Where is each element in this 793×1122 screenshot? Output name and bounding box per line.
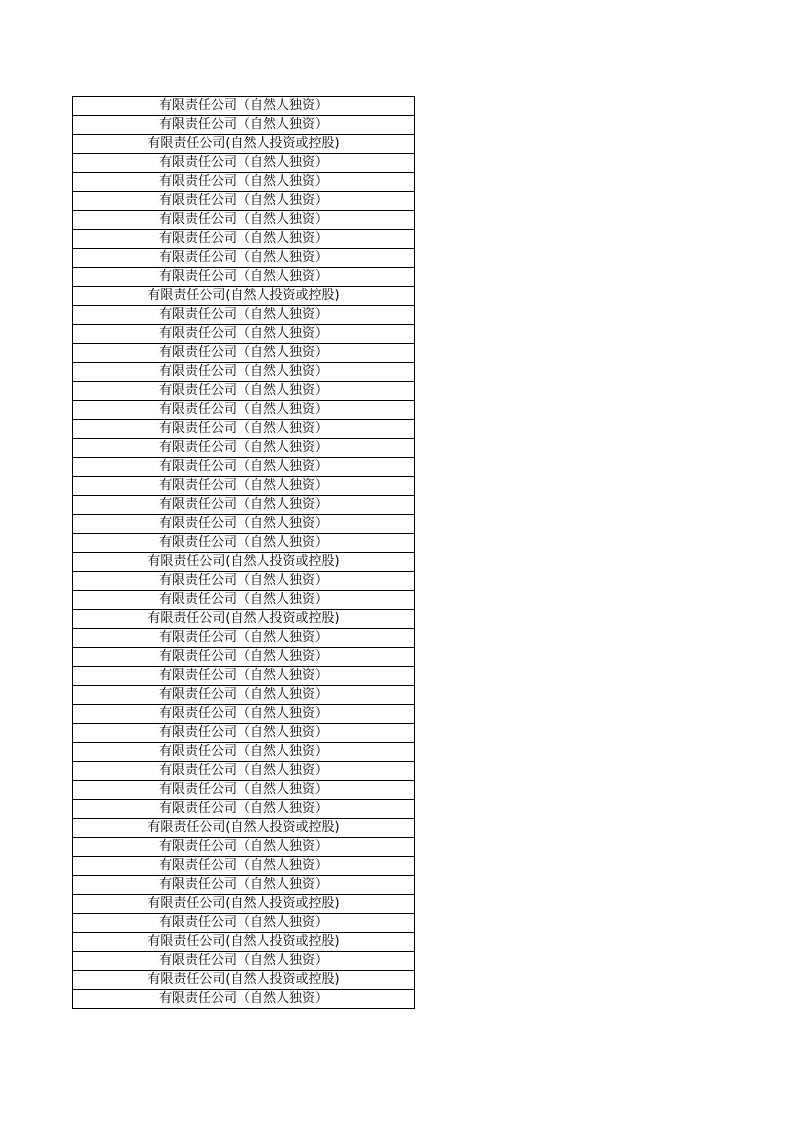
table-row [73, 477, 415, 496]
table-row [73, 515, 415, 534]
company-type-cell[interactable]: 有限责任公司（自然人独资） [73, 477, 415, 496]
company-type-cell[interactable]: 有限责任公司（自然人独资） [73, 154, 415, 173]
company-type-table [72, 96, 415, 1009]
company-type-cell[interactable]: 有限责任公司（自然人独资） [73, 857, 415, 876]
company-type-cell[interactable]: 有限责任公司（自然人独资） [73, 496, 415, 515]
table-row [73, 819, 415, 838]
company-type-cell[interactable]: 有限责任公司（自然人独资） [73, 173, 415, 192]
company-type-cell[interactable]: 有限责任公司（自然人独资） [73, 762, 415, 781]
company-type-cell[interactable]: 有限责任公司（自然人独资） [73, 876, 415, 895]
table-row [73, 325, 415, 344]
company-type-cell[interactable]: 有限责任公司(自然人投资或控股) [73, 610, 415, 629]
table-row [73, 838, 415, 857]
company-type-cell[interactable]: 有限责任公司（自然人独资） [73, 382, 415, 401]
table-row [73, 458, 415, 477]
company-type-cell[interactable]: 有限责任公司(自然人投资或控股) [73, 895, 415, 914]
company-type-cell[interactable]: 有限责任公司(自然人投资或控股) [73, 135, 415, 154]
company-type-cell[interactable]: 有限责任公司（自然人独资） [73, 591, 415, 610]
table-row [73, 781, 415, 800]
company-type-cell[interactable]: 有限责任公司（自然人独资） [73, 306, 415, 325]
table-row [73, 97, 415, 116]
company-type-cell[interactable]: 有限责任公司（自然人独资） [73, 458, 415, 477]
company-type-cell[interactable]: 有限责任公司（自然人独资） [73, 515, 415, 534]
table-row [73, 287, 415, 306]
company-type-cell[interactable]: 有限责任公司（自然人独资） [73, 534, 415, 553]
company-type-cell[interactable]: 有限责任公司（自然人独资） [73, 97, 415, 116]
table-row [73, 686, 415, 705]
table-row [73, 154, 415, 173]
table-row [73, 496, 415, 515]
table-row [73, 344, 415, 363]
table-row [73, 173, 415, 192]
table-row [73, 591, 415, 610]
table-row [73, 705, 415, 724]
table-row [73, 572, 415, 591]
company-type-cell[interactable]: 有限责任公司（自然人独资） [73, 572, 415, 591]
table-row [73, 268, 415, 287]
company-type-cell[interactable]: 有限责任公司（自然人独资） [73, 914, 415, 933]
table-row [73, 933, 415, 952]
table-row [73, 116, 415, 135]
table-row [73, 610, 415, 629]
company-type-cell[interactable]: 有限责任公司(自然人投资或控股) [73, 933, 415, 952]
company-type-cell[interactable]: 有限责任公司（自然人独资） [73, 629, 415, 648]
company-type-cell[interactable]: 有限责任公司（自然人独资） [73, 249, 415, 268]
company-type-cell[interactable]: 有限责任公司（自然人独资） [73, 648, 415, 667]
company-type-cell[interactable]: 有限责任公司（自然人独资） [73, 401, 415, 420]
company-type-cell[interactable]: 有限责任公司（自然人独资） [73, 800, 415, 819]
company-type-cell[interactable]: 有限责任公司（自然人独资） [73, 420, 415, 439]
company-type-cell[interactable]: 有限责任公司（自然人独资） [73, 667, 415, 686]
company-type-cell[interactable]: 有限责任公司（自然人独资） [73, 990, 415, 1009]
company-type-cell[interactable]: 有限责任公司（自然人独资） [73, 325, 415, 344]
table-row [73, 743, 415, 762]
company-type-cell[interactable]: 有限责任公司（自然人独资） [73, 268, 415, 287]
table-row [73, 401, 415, 420]
company-type-cell[interactable]: 有限责任公司(自然人投资或控股) [73, 553, 415, 572]
table-row [73, 439, 415, 458]
table-row [73, 382, 415, 401]
table-row [73, 648, 415, 667]
table-row [73, 135, 415, 154]
company-type-cell[interactable]: 有限责任公司（自然人独资） [73, 724, 415, 743]
table-row [73, 914, 415, 933]
table-row [73, 800, 415, 819]
table-row [73, 192, 415, 211]
company-type-cell[interactable]: 有限责任公司（自然人独资） [73, 192, 415, 211]
table-row [73, 211, 415, 230]
company-type-cell[interactable]: 有限责任公司（自然人独资） [73, 838, 415, 857]
company-type-cell[interactable]: 有限责任公司（自然人独资） [73, 743, 415, 762]
company-type-cell[interactable]: 有限责任公司（自然人独资） [73, 116, 415, 135]
table-row [73, 534, 415, 553]
company-type-cell[interactable]: 有限责任公司（自然人独资） [73, 211, 415, 230]
table-row [73, 363, 415, 382]
table-row [73, 971, 415, 990]
table-row [73, 876, 415, 895]
table-row [73, 249, 415, 268]
table-row [73, 420, 415, 439]
company-type-cell[interactable]: 有限责任公司（自然人独资） [73, 781, 415, 800]
table-row [73, 553, 415, 572]
company-type-cell[interactable]: 有限责任公司（自然人独资） [73, 344, 415, 363]
company-type-cell[interactable]: 有限责任公司(自然人投资或控股) [73, 819, 415, 838]
table-row [73, 952, 415, 971]
table-row [73, 306, 415, 325]
table-row [73, 230, 415, 249]
company-type-cell[interactable]: 有限责任公司（自然人独资） [73, 705, 415, 724]
company-type-cell[interactable]: 有限责任公司（自然人独资） [73, 363, 415, 382]
table-row [73, 895, 415, 914]
table-row [73, 667, 415, 686]
company-type-cell[interactable]: 有限责任公司（自然人独资） [73, 686, 415, 705]
table-row [73, 724, 415, 743]
company-type-cell[interactable]: 有限责任公司(自然人投资或控股) [73, 971, 415, 990]
table-row [73, 762, 415, 781]
table-row [73, 629, 415, 648]
table-row [73, 990, 415, 1009]
company-type-cell[interactable]: 有限责任公司（自然人独资） [73, 439, 415, 458]
company-type-cell[interactable]: 有限责任公司（自然人独资） [73, 952, 415, 971]
company-type-cell[interactable]: 有限责任公司（自然人独资） [73, 230, 415, 249]
table-body [73, 97, 415, 1009]
company-type-cell[interactable]: 有限责任公司(自然人投资或控股) [73, 287, 415, 306]
table-row [73, 857, 415, 876]
